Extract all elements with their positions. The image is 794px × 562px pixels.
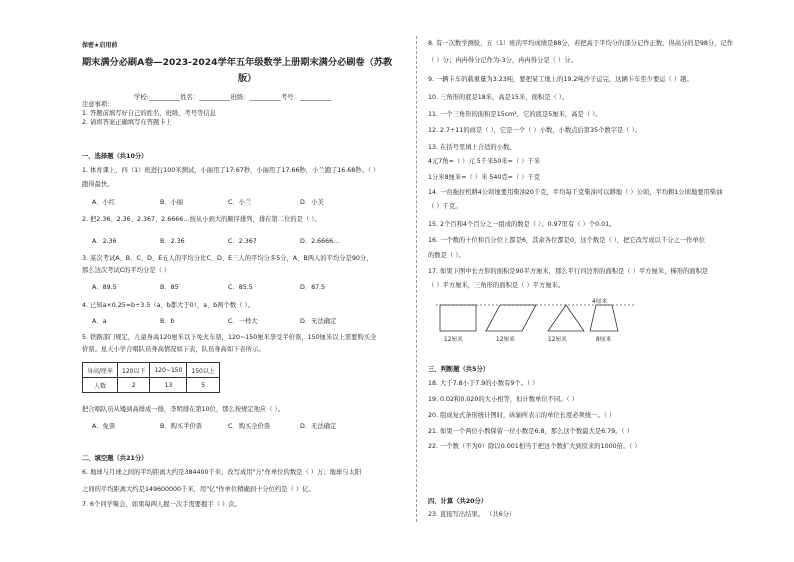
question-5-followup: 把合唱队员从矮到高排成一排，李明排在第10位，那么按规定他应（ ）。 [82, 406, 285, 413]
section-heading-calc: 四、计算（共20分） [428, 498, 488, 505]
option-c: C．小兰 [228, 199, 252, 206]
option-d: D．2.6666… [300, 238, 340, 245]
question-16-cont: 的数是（ ）。 [428, 252, 465, 259]
parallelogram-shape [486, 305, 536, 331]
option-d: D．小美 [300, 199, 324, 206]
question-22: 22. 一个数（不为0）除以0.001相当于把这个数扩大到原来的1000倍。（ ） [428, 443, 641, 450]
question-20: 20. 组成复式条形统计图时，纵轴所表示的单位长度必须统一。（ ） [428, 412, 616, 419]
question-11: 11. 一个三角形的面积是15cm²，它的底是5厘米，高是（ ）。 [428, 111, 602, 118]
question-9: 9. 一辆卡车的载重量为3.23吨，要把某工地上的19.2吨沙子运完，这辆卡车至少要运（ ）趟。 [428, 76, 693, 83]
column-divider [416, 36, 418, 522]
table-cell: 5 [187, 378, 219, 393]
option-d: D．无法确定 [300, 318, 337, 325]
table-cell: 150以上 [187, 363, 219, 378]
question-2: 2. 把2.36、2.3̇6、2.367、2.6666…按从小到大的顺序排列，排在第二位的是（ ）。 [82, 216, 321, 223]
question-19: 19. 0.02和0.020的大小相等，但计数单位不同。（ ） [428, 396, 578, 403]
table-cell: 13 [150, 378, 187, 393]
table-cell: 120~150 [150, 363, 187, 378]
option-c: C．2.367 [228, 238, 257, 245]
secret-tag: 保密★启用前 [82, 42, 118, 49]
option-a: A．免票 [92, 423, 116, 430]
trapezoid-shape [590, 305, 618, 331]
notes-heading: 注意事项: [82, 101, 110, 108]
question-6-cont: 之间的平均距离大约是149600000千米，用"亿"作单位精确到十分位约是（ ）亿。 [82, 486, 315, 493]
option-d: D．无法确定 [300, 423, 337, 430]
question-5-cont: 价票。星天小学合唱队员身高情况如下表，队员身高如下表所示。 [82, 346, 265, 353]
option-c: C．购买全价票 [228, 423, 271, 430]
question-23: 23. 直接写出结果。 （共6分） [428, 511, 516, 518]
table-cell: 120以下 [118, 363, 150, 378]
table-header-row [83, 363, 220, 378]
figure-label: 8厘米 [596, 337, 612, 343]
option-c: C．85.5 [228, 284, 253, 291]
question-5: 5. 铁路部门规定，儿童身高120厘米以下免火车票，120~150厘米享受半价票，150厘米以上需要购买全 [82, 334, 377, 341]
table-cell: 2 [118, 378, 150, 393]
question-13-row1: 4元7角=（ ）元 5千米50米=（ ）千米 [428, 158, 541, 165]
table-cell: 人数 [83, 378, 118, 393]
option-d: D．87.5 [300, 284, 326, 291]
height-table [82, 362, 220, 393]
section-heading-judge: 三、判断题（共5分） [428, 366, 490, 373]
note-item: 1. 答题前填写好自己的姓名、班级、考号等信息 [82, 110, 216, 117]
question-17-cont: （ ）平方厘米，三角形的面积是（ ）平方厘米。 [428, 282, 565, 289]
question-21: 21. 如果一个两位小数保留一位小数是6.8，那么这个数最大是6.79。（ ） [428, 428, 633, 435]
page-title-cont: 版） [238, 73, 257, 84]
question-13-row2: 1分米8厘米=（ ）米 540克=（ ）千克 [428, 174, 541, 181]
option-b: B．2.3̇6 [160, 238, 185, 245]
figure-label: 12厘米 [496, 337, 515, 343]
table-row [83, 378, 220, 393]
figure-label: 12厘米 [548, 337, 567, 343]
option-b: B．85 [160, 284, 179, 291]
question-12: 12. 2.7÷11的商是（ ），它是一个（ ）小数，小数点后第35个数字是（ ）。 [428, 127, 642, 134]
question-17: 17. 如果下图中长方形的面积是90平方厘米，那么平行四边形的面积是（ ）平方厘米，梯形的面积是 [428, 268, 709, 275]
note-item: 2. 请将答案正确填写在答题卡上 [82, 119, 172, 126]
question-4: 4. 已知a×0.25=b÷3.5（a、b都大于0），a、b两个数（ ）。 [82, 302, 254, 309]
question-3-cont: 那么这次考试C的平均分是（ ） [82, 267, 171, 274]
option-a: A．a [92, 318, 107, 325]
page-title: 期末满分必刷A卷—2023-2024学年五年级数学上册期末满分必刷卷（苏教 [82, 57, 393, 68]
option-a: A．89.5 [92, 284, 117, 291]
option-a: A．2.36 [92, 238, 117, 245]
question-6: 6. 地球与月球之间的平均距离大约是384400千米，改写成用"万"作单位的数是（ ）万；地球与太阳 [82, 469, 362, 476]
option-b: B．b [160, 318, 175, 325]
question-15: 15. 2个百和4个百分之一组成的数是（ ）；0.97里有（ ）个0.01。 [428, 221, 616, 228]
option-b: B．购买半价票 [160, 423, 203, 430]
question-3: 3. 某次考试A、B、C、D、E五人的平均分比C、D、E三人的平均分多5分，A、B两人的平均分是90分， [82, 255, 373, 262]
rectangle-shape [440, 305, 476, 331]
section-heading-fill: 二、填空题（共21分） [82, 455, 148, 462]
question-18: 18. 大于7.8小于7.9的小数有9个。（ ） [428, 380, 539, 387]
question-1: 1. 体育课上，四（1）班进行100米测试，小丽用了17.67秒，小丽用了17.66秒，小兰跑了16.68秒。（ ） [82, 167, 380, 174]
option-c: C．一样大 [228, 318, 258, 325]
question-8: 8. 有一次数学测验，五（1）班的平均成绩是88分，若把高于平均分的部分记作正数，得高分的是98分，记作 [428, 40, 734, 47]
question-1-cont: 跑得最快。 [82, 181, 114, 188]
question-7: 7. 6个同学聚会，如果每两人握一次手需要握手（ ）次。 [82, 501, 241, 508]
section-heading-choice: 一、选择题（共10分） [82, 153, 148, 160]
question-8-cont: （ ）分；冉冉得分记作为-3分，冉冉得分是（ ）分。 [428, 57, 577, 64]
question-10: 10. 三角形的底是18米，高是15米，面积是（ ）。 [428, 94, 569, 101]
question-14-cont: （ ）千克。 [428, 203, 462, 210]
question-16: 16. 一个数的十位和百分位上都是6，其余各位都是0，这个数是（ ），把它改写成以千分之一作单位 [428, 237, 706, 244]
question-14: 14. 一台拖拉机耕4公顷地要用柴油20千克，平均每千克柴油可以耕地（ ）公顷，平均耕1公顷地要用柴油 [428, 189, 723, 196]
student-info-fields: 学校:__________姓名：__________班级：__________考号：__________ [134, 94, 332, 101]
table-cell: 身高/厘米 [83, 363, 118, 378]
question-13: 13. 在括号里填上合适的小数。 [428, 144, 516, 151]
figure-label: 12厘米 [444, 337, 463, 343]
option-a: A．小红 [92, 199, 116, 206]
triangle-shape [548, 305, 584, 331]
option-b: B．小丽 [160, 199, 184, 206]
figure-label-top: 4厘米 [592, 299, 608, 305]
